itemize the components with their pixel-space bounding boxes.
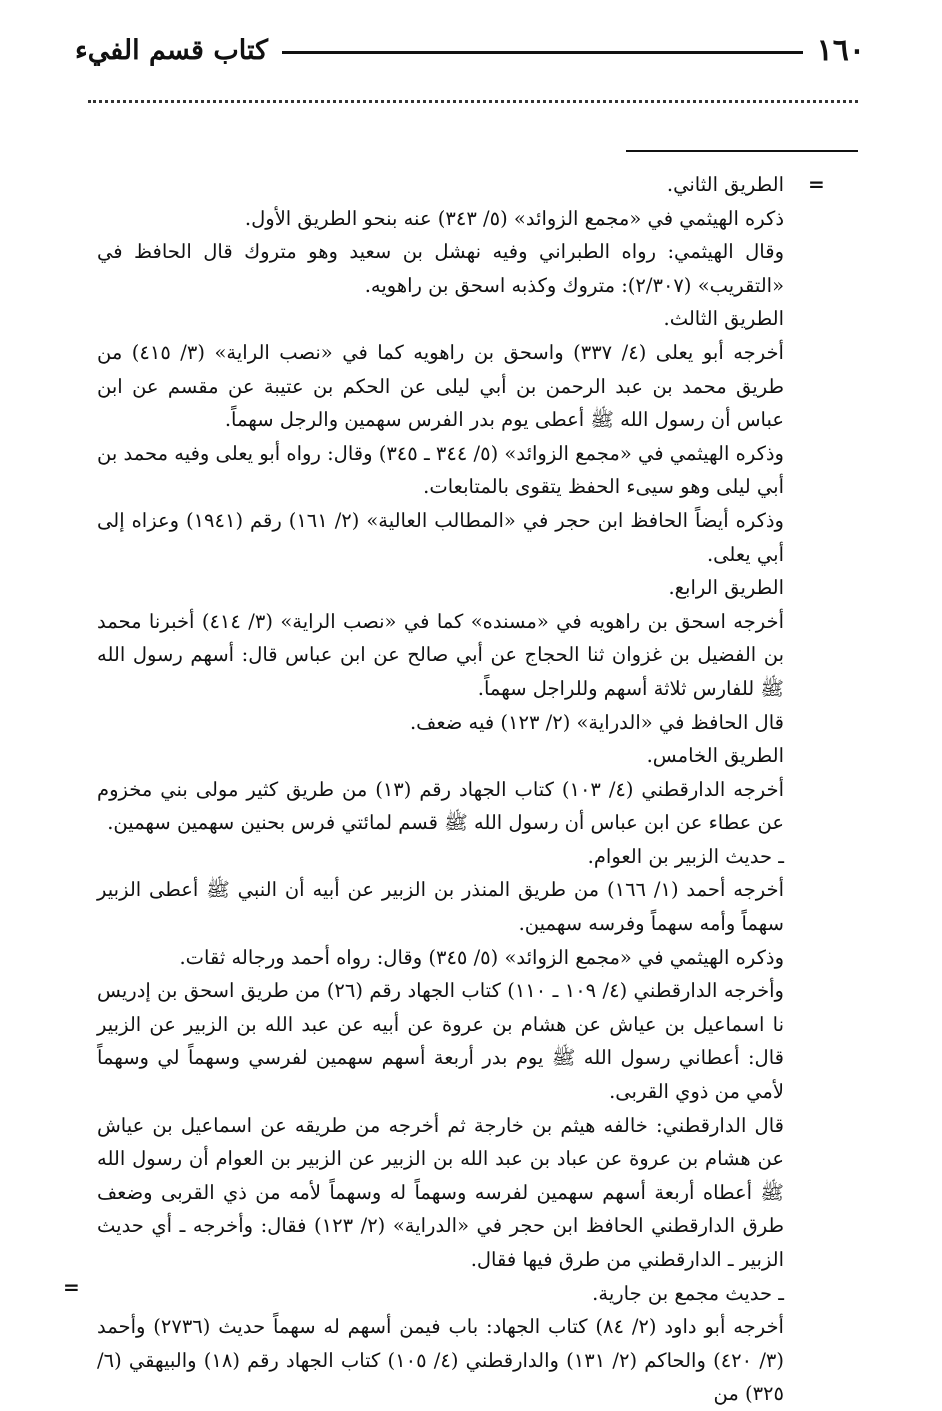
paragraph: أخرجه اسحق بن راهويه في «مسنده» كما في «نصب الراية» (٣/ ٤١٤) أخبرنا محمد بن الفضيل بن غزوان ثنا الحجاج عن أبي صالح عن ابن عباس قال: أسهم رسول الله ﷺ للفارس ثلاثة أسهم وللراجل سهماً. [97,609,785,700]
paragraph: وذكره الهيثمي في «مجمع الزوائد» (٥/ ٣٤٥) وقال: رواه أحمد ورجاله ثقات. [179,945,784,969]
dotted-separator [88,100,858,103]
paragraph: الطريق الثاني. [666,173,784,196]
continuation-mark-bottom: = [63,1275,80,1299]
paragraph: أخرجه أحمد (١/ ١٦٦) من طريق المنذر بن الزبير عن أبيه أن النبي ﷺ أعطى الزبير سهماً وأمه سهماً وفرسه سهمين. [97,878,784,936]
paragraph: ذكره الهيثمي في «مجمع الزوائد» (٥/ ٣٤٣) عنه بنحو الطريق الأول. [244,206,784,230]
paragraph: الطريق الثالث. [663,307,784,331]
page-number: ١٦٠ [816,32,865,68]
paragraph: وذكره الهيثمي في «مجمع الزوائد» (٥/ ٣٤٤ ـ ٣٤٥) وقال: رواه أبو يعلى وفيه محمد بن أبي ليلى وهو سيىء الحفظ يتقوى بالمتابعات. [97,441,784,499]
page-header [75,30,865,70]
paragraph: ـ حديث الزبير بن العوام. [587,844,784,868]
paragraph: وذكره أيضاً الحافظ ابن حجر في «المطالب العالية» (٢/ ١٦١) رقم (١٩٤١) وعزاه إلى أبي يعلى. [97,508,784,566]
paragraph: الطريق الرابع. [668,576,784,600]
paragraph: وقال الهيثمي: رواه الطبراني وفيه نهشل بن سعيد وهو متروك قال الحافظ في «التقريب» (٢/٣٠٧): متروك وكذبه اسحق بن راهويه. [97,240,784,297]
paragraph: أخرجه أبو داود (٢/ ٨٤) كتاب الجهاد: باب فيمن أسهم له سهماً حديث (٢٧٣٦) وأحمد (٣/ ٤٢٠) والحاكم (٢/ ١٣١) والدارقطني (٤/ ١٠٥) كتاب الجهاد رقم (١٨) والبيهقي (٦/ ٣٢٥) من [97,1315,785,1406]
header-rule [282,51,803,54]
book-title: كتاب قسم الفيء [75,34,268,66]
paragraph: وأخرجه الدارقطني (٤/ ١٠٩ ـ ١١٠) كتاب الجهاد رقم (٢٦) من طريق اسحق بن إدريس نا اسماعيل بن عياش عن هشام بن عروة عن أبيه عن عبد الله بن الزبير عن الزبير قال: أعطاني رسول الله ﷺ يوم بدر أربعة أسهم سهمين لفرسي وسهماً لي وسهماً لأمي من ذوي القربى. [97,979,784,1104]
paragraph: الطريق الخامس. [646,744,784,768]
continuation-mark-top: = [808,172,825,196]
footnote-text [97,168,784,1411]
paragraph: أخرجه أبو يعلى (٤/ ٣٣٧) واسحق بن راهويه كما في «نصب الراية» (٣/ ٤١٥) من طريق محمد بن عبد الرحمن بن أبي ليلى عن الحكم بن عتيبة عن مقسم عن ابن عباس أن رسول الله ﷺ أعطى يوم بدر الفرس سهمين والرجل سهماً. [97,340,784,432]
paragraph: قال الحافظ في «الدراية» (٢/ ١٢٣) فيه ضعف. [409,710,784,734]
footnote-rule [626,150,858,152]
paragraph: ـ حديث مجمع بن جارية. [592,1281,784,1305]
paragraph: قال الدارقطني: خالفه هيثم بن خارجة ثم أخرجه من طريقه عن اسماعيل بن عياش عن هشام بن عروة عن عباد بن عبد الله بن الزبير عن الزبير بن العوام أن رسول الله ﷺ أعطاه أربعة أسهم سهمين لفرسه وسهماً له وسهماً لأمه من ذي القربى وضعف طرق الدارقطني الحافظ ابن حجر في «الدراية» (٢/ ١٢٣) فقال: وأخرجه ـ أي حديث الزبير ـ الدارقطني من طرق فيها فقال. [97,1113,784,1271]
paragraph: أخرجه الدارقطني (٤/ ١٠٣) كتاب الجهاد رقم (١٣) من طريق كثير مولى بني مخزوم عن عطاء عن ابن عباس أن رسول الله ﷺ قسم لمائتي فرس بحنين سهمين سهمين. [97,777,784,835]
